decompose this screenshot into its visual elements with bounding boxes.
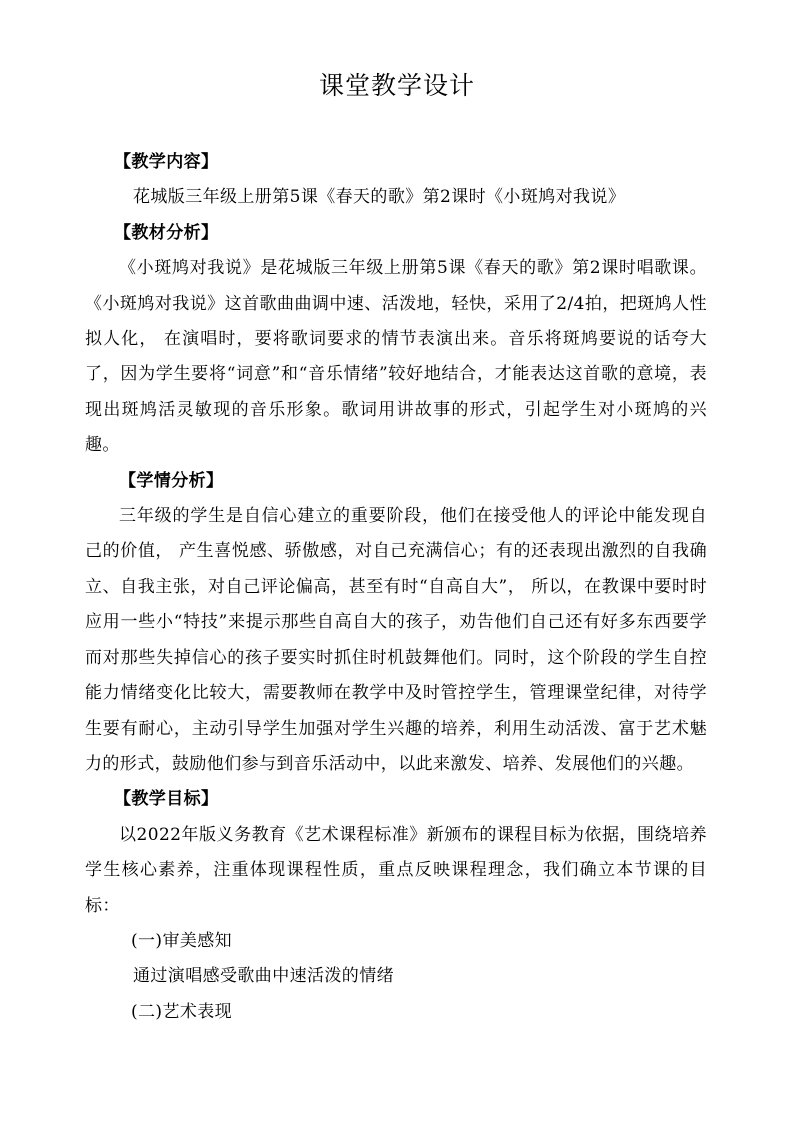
section-heading-material-analysis: 【教材分析】	[114, 222, 219, 243]
section-heading-teaching-goals: 【教学目标】	[114, 789, 219, 810]
document-title: 课堂教学设计	[318, 71, 475, 100]
goal-item-label-artistic: (二)艺术表现	[131, 1001, 233, 1022]
section-heading-teaching-content: 【教学内容】	[114, 152, 219, 172]
document-body	[85, 145, 707, 1030]
section-heading-student-analysis: 【学情分析】	[119, 470, 224, 491]
goal-item-text-aesthetic: 通过演唱感受歌曲中速活泼的情绪	[133, 966, 394, 987]
material-analysis-paragraph: 《小斑鸠对我说》是花城版三年级上册第5课《春天的歌》第2课时唱歌课。《小斑鸠对我说》这首歌曲曲调中速、活泼地，轻快，采用了2/4拍，把斑鸠人性拟人化， 在演唱时，要将歌词要求的情节表演出来。音乐将斑鸠要说的话夸大了，因为学生要将“词意”和“音乐情绪”较好地结合，才能表达这首歌的意境，表现出斑鸠活灵敏现的音乐形象。歌词用讲故事的形式，引起学生对小斑鸠的兴趣。	[85, 258, 707, 456]
student-analysis-paragraph: 三年级的学生是自信心建立的重要阶段，他们在接受他人的评论中能发现自己的价值， 产生喜悦感、骄傲感，对自己充满信心；有的还表现出激烈的自我确立、自我主张，对自己评论偏高，甚至有时“自高自大”， 所以，在教课中要时时应用一些小“特技”来提示那些自高自大的孩子，劝告他们自己还有好多东西要学而对那些失掉信心的孩子要实时抓住时机鼓舞他们。同时，这个阶段的学生自控能力情绪变化比较大，需要教师在教学中及时管控学生，管理课堂纪律，对待学生要有耐心，主动引导学生加强对学生兴趣的培养，利用生动活泼、富于艺术魅力的形式，鼓励他们参与到音乐活动中，以此来激发、培养、发展他们的兴趣。	[85, 506, 707, 774]
teaching-goals-paragraph: 以2022年版义务教育《艺术课程标准》新颁布的课程目标为依据，围绕培养学生核心素养，注重体现课程性质，重点反映课程理念，我们确立本节课的目标：	[85, 824, 707, 916]
goal-item-label-aesthetic: (一)审美感知	[131, 930, 233, 951]
teaching-content-text: 花城版三年级上册第5课《春天的歌》第2课时《小斑鸠对我说》	[133, 187, 626, 208]
